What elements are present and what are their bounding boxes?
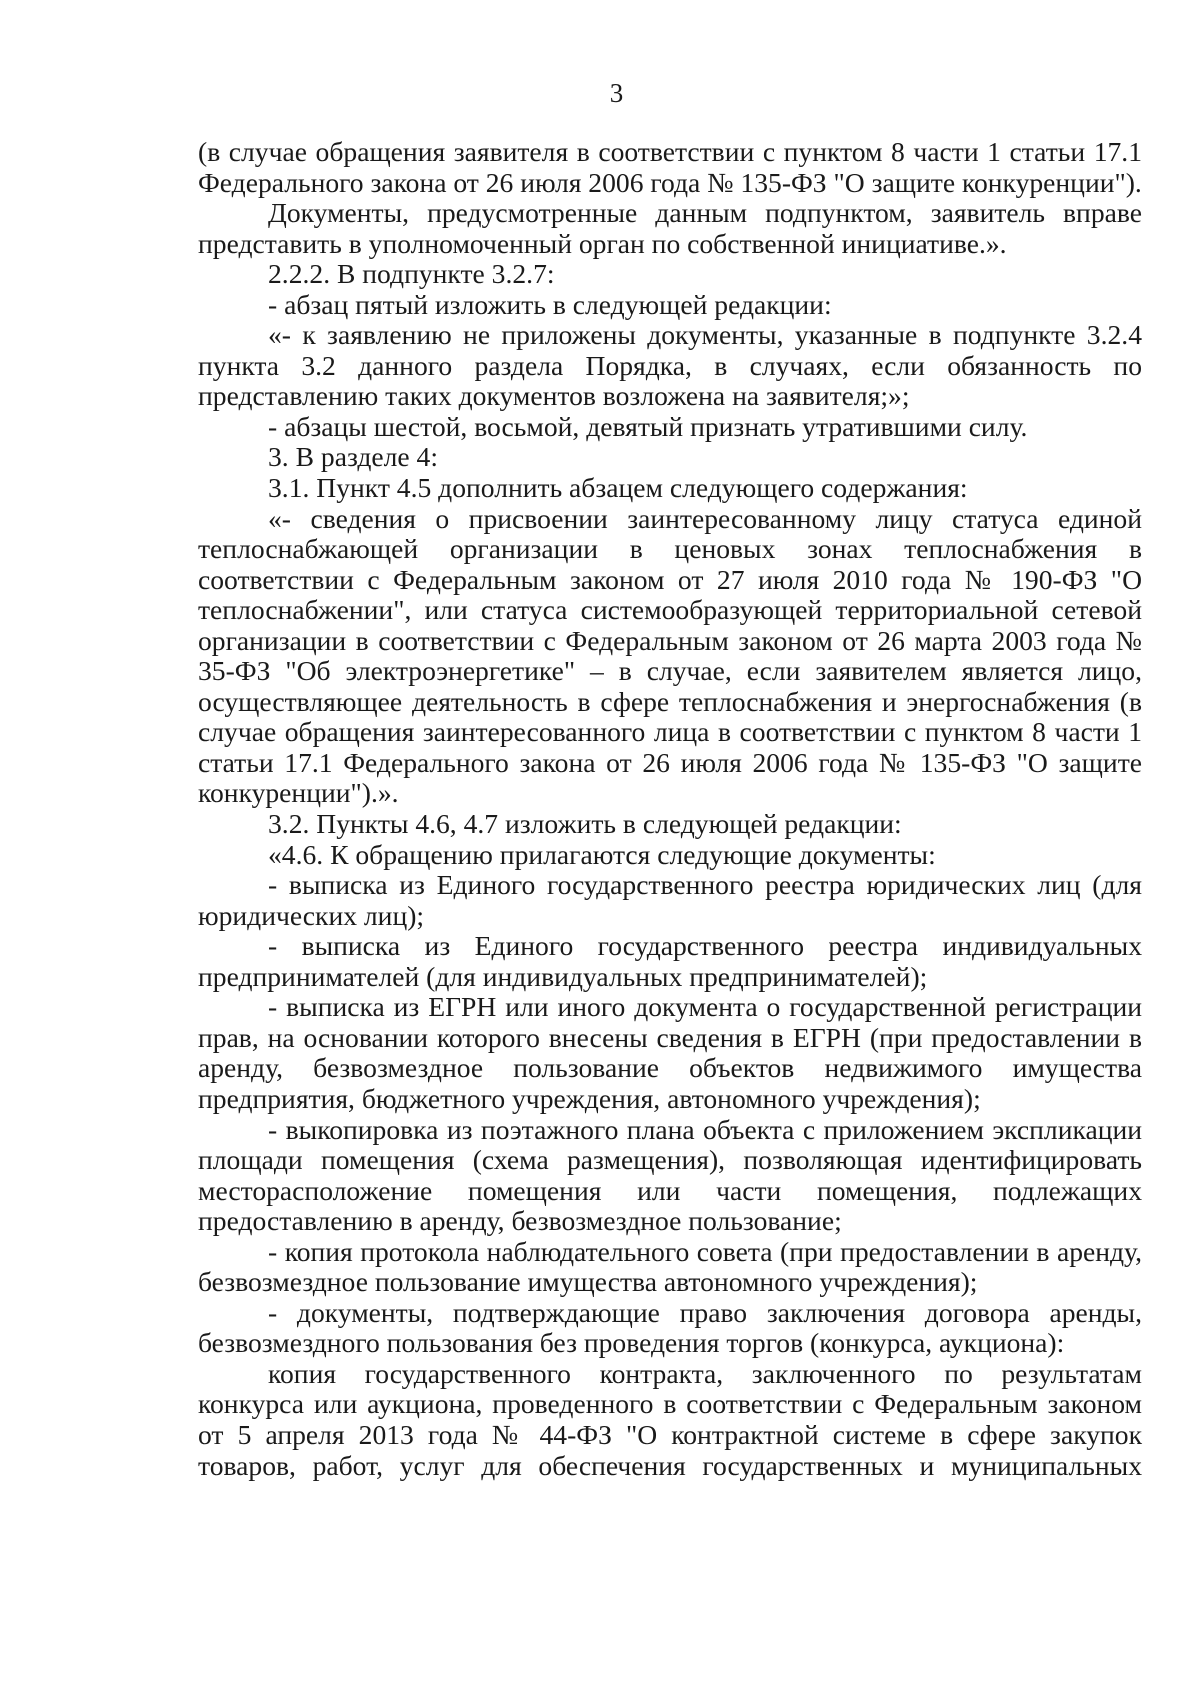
paragraph: - копия протокола наблюдательного совета (при предоставлении в аренду, безвозмездное пользование имущества автономного учреждения);	[198, 1235, 1142, 1298]
paragraph: - выписка из Единого государственного реестра юридических лиц (для юридических лиц);	[198, 869, 1142, 931]
paragraph: Документы, предусмотренные данным подпунктом, заявитель вправе представить в уполномоченный орган по собственной инициативе.».	[198, 197, 1142, 259]
paragraph: 2.2.2. В подпункте 3.2.7:	[268, 258, 555, 290]
paragraph: - абзацы шестой, восьмой, девятый признать утратившими силу.	[268, 410, 1028, 442]
paragraph: «4.6. К обращению прилагаются следующие документы:	[268, 838, 936, 870]
paragraph: 3.2. Пункты 4.6, 4.7 изложить в следующей редакции:	[268, 808, 902, 840]
paragraph: - выписка из Единого государственного реестра индивидуальных предпринимателей (для индивидуальных предпринимателей);	[198, 930, 1142, 992]
page-number: 3	[609, 78, 624, 108]
paragraph: «- к заявлению не приложены документы, указанные в подпункте 3.2.4 пункта 3.2 данного раздела Порядка, в случаях, если обязанность по представлению таких документов возложена на заявителя;»;	[198, 319, 1142, 412]
paragraph: 3. В разделе 4:	[268, 441, 439, 473]
document-body	[198, 137, 1142, 1481]
paragraph: - выписка из ЕГРН или иного документа о государственной регистрации прав, на основании которого внесены сведения в ЕГРН (при предоставлении в аренду, безвозмездное пользование объектов недвижимого имущества предприятия, бюджетного учреждения, автономного учреждения);	[198, 991, 1142, 1114]
paragraph: (в случае обращения заявителя в соответствии с пунктом 8 части 1 статьи 17.1 Федерального закона от 26 июля 2006 года № 135-ФЗ "О защите конкуренции").	[198, 136, 1142, 198]
paragraph: копия государственного контракта, заключенного по результатам конкурса или аукциона, проведенного в соответствии с Федеральным законом от 5 апреля 2013 года № 44-ФЗ "О контрактной системе в сфере закупок товаров, работ, услуг для обеспечения государственных и муниципальных	[198, 1357, 1142, 1481]
paragraph: - документы, подтверждающие право заключения договора аренды, безвозмездного пользования без проведения торгов (конкурса, аукциона):	[198, 1296, 1142, 1359]
paragraph: - абзац пятый изложить в следующей редакции:	[268, 288, 832, 320]
paragraph: 3.1. Пункт 4.5 дополнить абзацем следующего содержания:	[268, 472, 968, 504]
paragraph: «- сведения о присвоении заинтересованному лицу статуса единой теплоснабжающей организации в ценовых зонах теплоснабжения в соответствии с Федеральным законом от 27 июля 2010 года № 190-ФЗ "О теплоснабжении", или статуса системообразующей территориальной сетевой организации в соответствии с Федеральным законом от 26 марта 2003 года № 35-ФЗ "Об электроэнергетике" – в случае, если заявителем является лицо, осуществляющее деятельность в сфере теплоснабжения и энергоснабжения (в случае обращения заинтересованного лица в соответствии с пунктом 8 части 1 статьи 17.1 Федерального закона от 26 июля 2006 года № 135-ФЗ "О защите конкуренции").».	[198, 502, 1142, 809]
paragraph: - выкопировка из поэтажного плана объекта с приложением экспликации площади помещения (схема размещения), позволяющая идентифицировать месторасположение помещения или части помещения, подлежащих предоставлению в аренду, безвозмездное пользование;	[198, 1113, 1142, 1237]
